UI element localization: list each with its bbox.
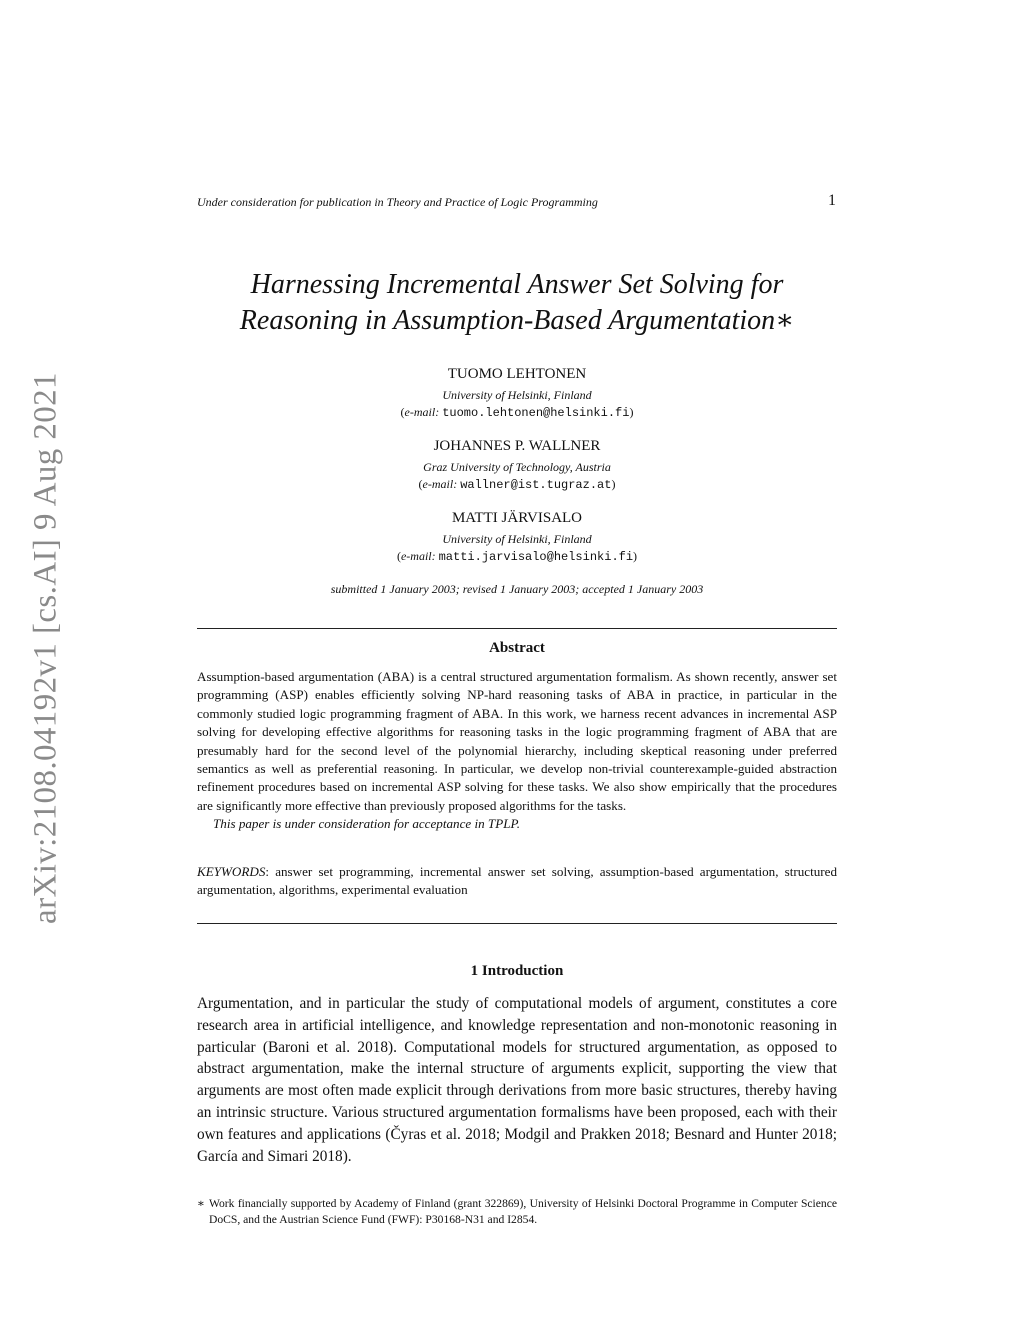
email-label: e-mail: — [404, 405, 440, 419]
author-affiliation: Graz University of Technology, Austria — [423, 460, 611, 474]
author-affiliation: University of Helsinki, Finland — [442, 388, 592, 402]
footnote-marker: ∗ — [197, 1197, 205, 1210]
page-number: 1 — [828, 192, 836, 209]
section-heading-introduction: 1 Introduction — [470, 963, 564, 979]
email-label: e-mail: — [400, 549, 436, 563]
author-block-3 — [197, 509, 837, 566]
author-email[interactable]: tuomo.lehtonen@helsinki.fi — [442, 406, 630, 420]
email-label: e-mail: — [422, 477, 458, 491]
title-line-1: Harnessing Incremental Answer Set Solving for — [250, 269, 784, 300]
author-email-line: (e-mail: tuomo.lehtonen@helsinki.fi) — [400, 405, 634, 420]
abstract-text: Assumption-based argumentation (ABA) is a central structured argumentation formalism. As shown recently, answer set programming (ASP) enables efficiently solving NP-hard reasoning tasks of ABA in practice, in particular in the commonly studied logic programming fragment of ABA. In this work, we harness recent advances in incremental ASP solving for developing effective algorithms for reasoning tasks in the logic programming fragment of ABA that are presumably hard for the second level of the polynomial hierarchy, including skeptical reasoning under preferred semantics as well as preferential reasoning. In particular, we develop non-trivial counterexample-guided abstraction refinement procedures based on incremental ASP solving for these tasks. We also show empirically that the procedures are significantly more effective than previously proposed algorithms for the tasks. — [197, 669, 837, 813]
title-line-2-text: Reasoning in Assumption-Based Argumentation — [239, 305, 776, 336]
author-email-line: (e-mail: wallner@ist.tugraz.at) — [418, 477, 616, 492]
author-name: MATTI JÄRVISALO — [451, 510, 583, 526]
footnote — [197, 1196, 837, 1227]
footnote-text: Work financially supported by Academy of Finland (grant 322869), University of Helsinki Doctoral Programme in Computer Science DoCS, and the Austrian Science Fund (FWF): P30168-N31 and I2854. — [209, 1197, 837, 1226]
abstract-note: This paper is under consideration for acceptance in TPLP. — [213, 816, 521, 832]
author-email-line: (e-mail: matti.jarvisalo@helsinki.fi) — [396, 549, 638, 564]
paper-title — [197, 267, 837, 339]
introduction-paragraph: Argumentation, and in particular the study of computational models of argument, constitutes a core research area in artificial intelligence, and knowledge representation and non-monotonic reasoning in particular (Baroni et al. 2018). Computational models for structured argumentation, as opposed to abstract argumentation, make the internal structure of arguments explicit, supporting the view that arguments are most often made explicit through derivations from more basic structures, thereby having an intrinsic structure. Various structured argumentation formalisms have been proposed, each with their own features and applications (Čyras et al. 2018; Modgil and Prakken 2018; Besnard and Hunter 2018; García and Simari 2018). — [197, 995, 837, 1165]
title-line-2 — [197, 303, 837, 339]
submission-dates: submitted 1 January 2003; revised 1 January 2003; accepted 1 January 2003 — [330, 582, 704, 596]
keywords-label: KEYWORDS — [197, 864, 266, 879]
author-email[interactable]: matti.jarvisalo@helsinki.fi — [438, 550, 634, 564]
abstract-bottom-rule — [197, 923, 837, 924]
keywords-text: : answer set programming, incremental answer set solving, assumption-based argumentation, structured argumentation, algorithms, experimental evaluation — [197, 864, 837, 898]
abstract-heading: Abstract — [489, 640, 545, 656]
abstract-body — [197, 668, 837, 834]
keywords — [197, 863, 837, 900]
title-footnote-marker: ∗ — [775, 305, 795, 336]
author-affiliation: University of Helsinki, Finland — [442, 532, 592, 546]
author-block-2 — [197, 437, 837, 494]
arxiv-identifier: arXiv:2108.04192v1 [cs.AI] 9 Aug 2021 — [27, 372, 64, 924]
author-name: TUOMO LEHTONEN — [447, 366, 587, 382]
author-name: JOHANNES P. WALLNER — [433, 438, 601, 454]
abstract-top-rule — [197, 628, 837, 629]
author-email[interactable]: wallner@ist.tugraz.at — [460, 478, 612, 492]
author-block-1 — [197, 365, 837, 422]
running-head: Under consideration for publication in Theory and Practice of Logic Programming — [197, 195, 598, 209]
